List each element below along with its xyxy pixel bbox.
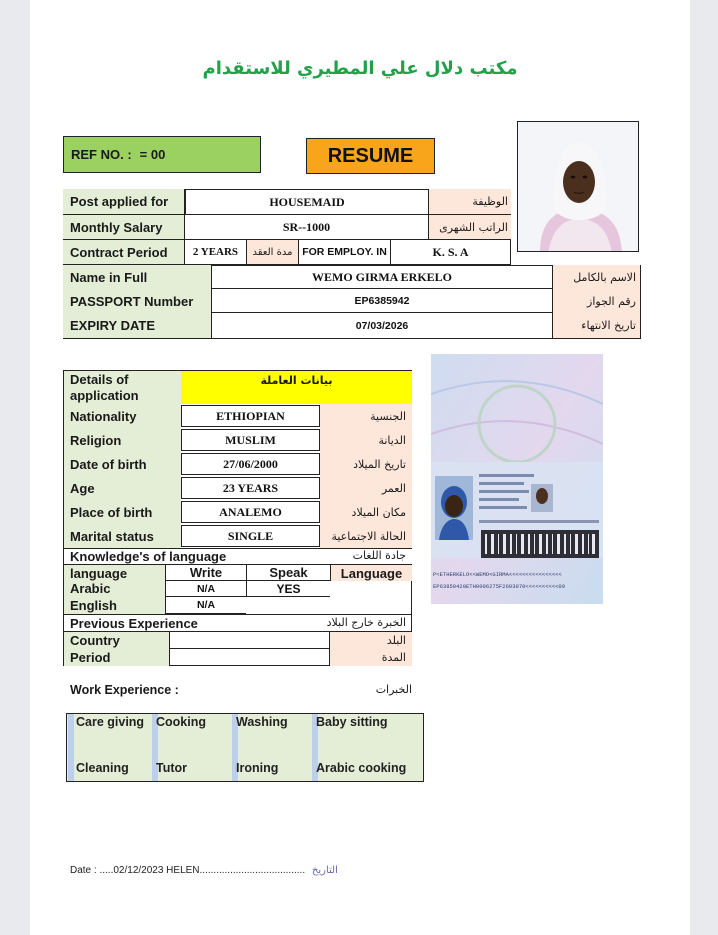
skill-item: Washing (236, 715, 288, 729)
name-value-cell (211, 265, 553, 289)
lang-col-language: language (70, 566, 128, 581)
prev-exp-title: Previous Experience (70, 616, 198, 631)
passport-ar: رقم الجواز (587, 294, 636, 308)
name-ar: الاسم بالكامل (573, 270, 636, 284)
app-value: 23 YEARS (222, 480, 279, 495)
app-value-cell (181, 525, 320, 547)
resume-badge (306, 138, 435, 174)
skill-item: Care giving (76, 715, 145, 729)
details-ar: بيانات العاملة (260, 374, 333, 387)
contract-ar-mid: مدة العقد (252, 246, 293, 258)
post-label-cell (63, 189, 185, 215)
app-value-cell (181, 429, 320, 451)
app-label-cell (64, 452, 181, 476)
passport-label: PASSPORT Number (70, 293, 194, 309)
lang-write-value: N/A (196, 599, 216, 611)
app-ar-cell (320, 404, 412, 428)
exp-country-label: Country (70, 633, 120, 648)
app-value: ANALEMO (219, 504, 282, 519)
lang-name: English (70, 598, 117, 613)
footer-date-ar: التاريخ (311, 865, 338, 876)
lang-row-english-name (64, 597, 165, 614)
app-value: SINGLE (227, 528, 274, 543)
skill-item: Cooking (156, 715, 206, 729)
exp-period-input[interactable] (169, 649, 330, 666)
app-label-cell (64, 404, 181, 428)
app-label-cell (64, 476, 181, 500)
exp-period-label-cell (64, 649, 169, 666)
lang-col-write-cell (165, 564, 246, 581)
passport-value: EP6385942 (354, 294, 410, 307)
app-ar: تاريخ الميلاد (353, 457, 406, 471)
skill-item: Cleaning (76, 761, 129, 775)
app-ar: الجنسية (370, 409, 406, 423)
portrait-image (518, 122, 639, 252)
app-label: Nationality (70, 408, 137, 424)
app-label: Date of birth (70, 456, 147, 472)
salary-ar-cell (429, 215, 511, 240)
lang-col-language-right-cell (330, 564, 412, 581)
expiry-ar: تاريخ الانتهاء (581, 319, 636, 332)
work-title-ar: الخبرات (375, 683, 412, 696)
exp-country-label-cell (64, 631, 169, 649)
for-employ-cell (299, 240, 391, 265)
salary-ar: الراتب الشهرى (439, 220, 508, 234)
country: K. S. A (432, 244, 469, 259)
post-value: HOUSEMAID (269, 194, 345, 209)
app-value-cell (181, 501, 320, 523)
contract-ar-cell (247, 240, 299, 265)
lang-row-arabic-write (165, 581, 246, 597)
post-value-cell (185, 189, 429, 215)
expiry-value: 07/03/2026 (355, 319, 409, 332)
work-title: Work Experience : (70, 683, 179, 697)
app-ar-cell (320, 452, 412, 476)
passport-scan (431, 354, 603, 604)
lang-col-language-right: Language (340, 565, 403, 581)
exp-country-input[interactable] (169, 631, 330, 649)
contract-label: Contract Period (70, 244, 168, 260)
salary-label: Monthly Salary (70, 219, 163, 235)
app-label: Religion (70, 432, 122, 448)
app-ar: مكان الميلاد (351, 505, 406, 519)
lang-col-write: Write (189, 565, 223, 580)
skills-separator (68, 714, 74, 781)
lang-col-speak-cell (246, 564, 330, 581)
skill-item: Ironing (236, 761, 279, 775)
lang-row-arabic-speak (246, 581, 330, 597)
passport-value-cell (211, 289, 553, 313)
lang-name: Arabic (70, 581, 111, 596)
name-label-cell (63, 265, 211, 289)
salary-value-cell (185, 215, 429, 240)
contract-label-cell (63, 240, 185, 265)
expiry-label: EXPIRY DATE (70, 318, 156, 333)
name-value: WEMO GIRMA ERKELO (311, 269, 452, 284)
exp-period-ar: المدة (381, 651, 406, 664)
app-value: MUSLIM (225, 432, 276, 447)
app-ar-cell (320, 500, 412, 524)
office-title: مكتب دلال علي المطيري للاستقدام (202, 58, 518, 79)
lang-speak-value: YES (276, 581, 301, 596)
passport-label-cell (63, 289, 211, 313)
app-ar-cell (320, 428, 412, 452)
app-label-cell (64, 428, 181, 452)
app-ar: العمر (381, 481, 406, 495)
app-ar-cell (320, 476, 412, 500)
app-label: Age (70, 480, 95, 496)
ref-label: REF NO. : (71, 147, 132, 162)
expiry-ar-cell (553, 313, 641, 339)
lang-col-language-cell (64, 564, 165, 581)
skill-item: Arabic cooking (316, 761, 407, 775)
mrz-line-2: EP63859420ETH0006275F2603070<<<<<<<<<<00 (433, 583, 566, 590)
details-label: Details of application (70, 372, 139, 403)
expiry-value-cell (211, 313, 553, 339)
app-ar-cell (320, 524, 412, 548)
languages-title-ar-cell (320, 548, 406, 564)
contract-years: 2 YEARS (192, 246, 239, 258)
expiry-label-cell (63, 313, 211, 339)
prev-exp-ar: الخبرة خارج البلاد (326, 616, 406, 629)
salary-label-cell (63, 215, 185, 240)
languages-title-ar: جادة اللغات (352, 549, 406, 562)
languages-title: Knowledge's of language (70, 549, 227, 564)
resume-page (30, 0, 690, 935)
skill-item: Baby sitting (316, 715, 388, 729)
post-ar-cell (429, 189, 511, 215)
country-cell (391, 240, 511, 265)
post-ar: الوظيفة (472, 195, 508, 208)
footer-date-text: Date : .....02/12/2023 HELEN...................................... (70, 865, 306, 876)
exp-country-ar: البلد (386, 634, 406, 647)
details-label-cell (64, 371, 181, 404)
app-label: Place of birth (70, 504, 153, 520)
ref-value: = 00 (139, 147, 166, 162)
details-ar-cell (181, 371, 412, 404)
footer-date (70, 865, 338, 876)
post-label: Post applied for (70, 194, 169, 209)
app-ar: الحالة الاجتماعية (331, 529, 406, 543)
mrz-line-1: P<ETHERKELO<<WEMO<GIRMA<<<<<<<<<<<<<<<< (433, 571, 562, 578)
app-ar: الديانة (378, 433, 406, 447)
lang-write-value: N/A (196, 582, 216, 595)
app-label-cell (64, 524, 181, 548)
passport-scan-image (431, 354, 603, 604)
salary-value: SR--1000 (282, 219, 331, 234)
app-value-cell (181, 477, 320, 499)
app-value-cell (181, 405, 320, 427)
app-value: 27/06/2000 (223, 456, 278, 471)
passport-ar-cell (553, 289, 641, 313)
exp-period-ar-cell (330, 649, 412, 666)
app-value-cell (181, 453, 320, 475)
resume-label: RESUME (327, 144, 414, 167)
candidate-photo (517, 121, 639, 252)
exp-country-ar-cell (330, 631, 412, 649)
lang-row-english-write (165, 597, 246, 614)
app-value: ETHIOPIAN (216, 408, 285, 423)
exp-period-label: Period (70, 650, 111, 665)
prev-exp-ar-cell (280, 614, 406, 631)
lang-col-speak: Speak (269, 565, 308, 580)
app-label-cell (64, 500, 181, 524)
for-employ: FOR EMPLOY. IN (302, 246, 387, 258)
skill-item: Tutor (156, 761, 188, 775)
lang-row-arabic-name (64, 581, 165, 597)
name-label: Name in Full (70, 269, 148, 285)
contract-years-cell (185, 240, 247, 265)
name-ar-cell (553, 265, 641, 289)
ref-box (63, 136, 261, 173)
app-label: Marital status (70, 528, 154, 544)
